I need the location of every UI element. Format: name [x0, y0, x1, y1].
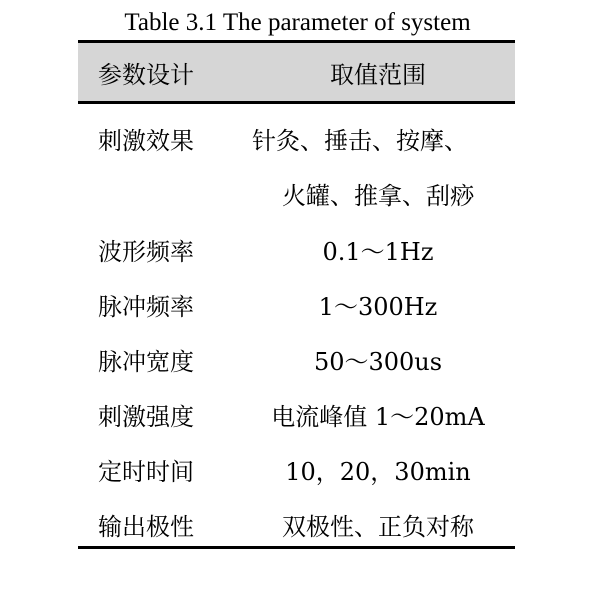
row-label-output-polarity: 输出极性: [98, 513, 194, 541]
row-value-stimulation-effect-continued: 火罐、推拿、刮痧: [282, 182, 474, 210]
row-label-timer: 定时时间: [98, 458, 194, 486]
row-value-pulse-frequency: 1～300Hz: [318, 293, 438, 321]
row-value-timer: 10，20，30min: [285, 458, 471, 486]
row-value-output-polarity: 双极性、正负对称: [282, 513, 474, 541]
row-value-waveform-frequency: 0.1～1Hz: [322, 238, 434, 266]
table-bottom-rule: [78, 546, 515, 549]
table-caption: Table 3.1 The parameter of system: [124, 9, 471, 36]
header-parameter: 参数设计: [98, 61, 194, 89]
row-value-stimulation-effect: 针灸、捶击、按摩、: [252, 127, 468, 155]
row-value-pulse-width: 50～300us: [313, 348, 443, 376]
row-label-waveform-frequency: 波形频率: [98, 238, 194, 266]
row-label-stimulation-effect: 刺激效果: [98, 127, 194, 155]
row-label-pulse-frequency: 脉冲频率: [98, 293, 194, 321]
row-label-pulse-width: 脉冲宽度: [98, 348, 194, 376]
header-range: 取值范围: [330, 61, 426, 89]
row-value-stimulation-intensity: 电流峰值 1～20mA: [271, 403, 485, 431]
table-header-rule: [78, 101, 515, 104]
row-label-stimulation-intensity: 刺激强度: [98, 403, 194, 431]
